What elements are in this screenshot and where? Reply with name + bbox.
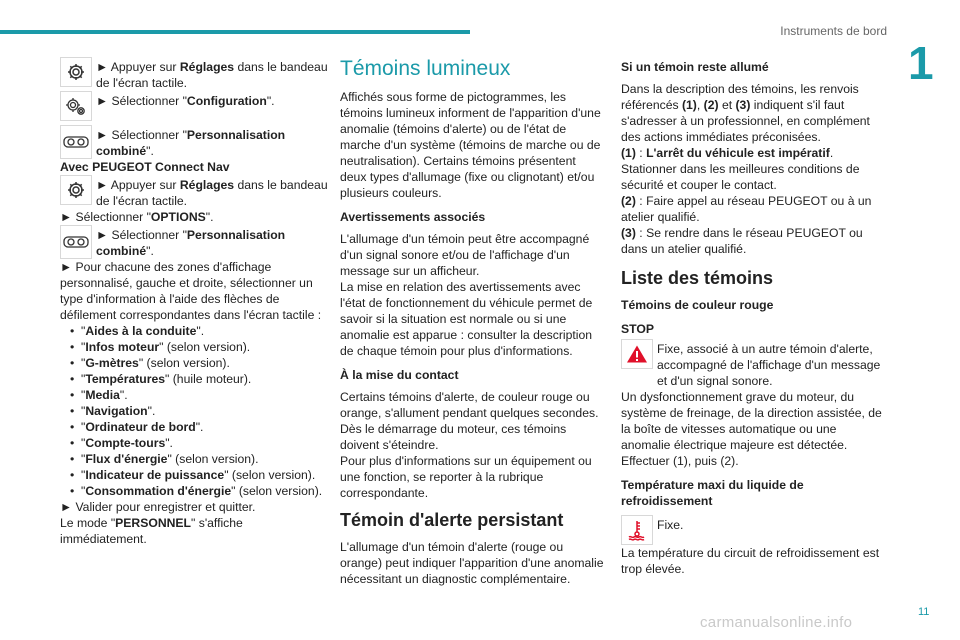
paragraph: La température du circuit de refroidissement est trop élevée. bbox=[621, 546, 880, 576]
subheading-temperature: Température maxi du liquide de refroidissement bbox=[621, 478, 804, 508]
paragraph: La mise en relation des avertissements avec l'état de fonctionnement du véhicule permet de savoir si la situation est normale ou si une anomalie est apparue : consulter la description de chaque témoin pour plus d'informations. bbox=[340, 280, 593, 358]
list-item: • "Infos moteur" (selon version). bbox=[70, 339, 330, 355]
column-left bbox=[60, 57, 330, 547]
list-item: • "G-mètres" (selon version). bbox=[70, 355, 330, 371]
step-personnalisation-nav: ► Sélectionner "Personnalisation combiné". bbox=[60, 225, 330, 259]
step-settings: ► Appuyer sur Réglages dans le bandeau de l'écran tactile. bbox=[60, 57, 330, 91]
step-settings-nav: ► Appuyer sur Réglages dans le bandeau de l'écran tactile. bbox=[60, 175, 330, 209]
column-middle bbox=[340, 57, 605, 587]
instrument-cluster-icon bbox=[60, 125, 92, 159]
info-type-list bbox=[60, 323, 330, 499]
list-item: • "Media". bbox=[70, 387, 330, 403]
list-item: • "Aides à la conduite". bbox=[70, 323, 330, 339]
header-accent-bar bbox=[0, 30, 470, 34]
gear-icon bbox=[60, 175, 92, 205]
paragraph: Dans la description des témoins, les renvois référencés (1), (2) et (3) indiquent s'il faut s'adresser à un professionnel, en complément des actions immédiates préconisées. bbox=[621, 82, 870, 144]
subheading-avertissements: Avertissements associés bbox=[340, 210, 486, 224]
list-item: • "Consommation d'énergie" (selon version). bbox=[70, 483, 330, 499]
stop-row: Fixe, associé à un autre témoin d'alerte, accompagné de l'affichage d'un message et d'un signal sonore. bbox=[621, 339, 886, 389]
step-configuration: ► Sélectionner "Configuration". bbox=[60, 91, 330, 121]
paragraph: Stationner dans les meilleures conditions de sécurité et couper le contact. bbox=[621, 162, 860, 192]
step-personnalisation: ► Sélectionner "Personnalisation combiné". bbox=[60, 125, 330, 159]
coolant-temperature-icon bbox=[621, 515, 653, 545]
heading-liste-temoins: Liste des témoins bbox=[621, 268, 774, 288]
watermark: carmanualsonline.info bbox=[700, 614, 853, 631]
note-1: (1) : L'arrêt du véhicule est impératif. bbox=[621, 146, 834, 160]
paragraph: Un dysfonctionnement grave du moteur, du système de freinage, de la direction assistée, de la boîte de vitesses automatique ou une anomalie électrique majeure est détectée. bbox=[621, 390, 882, 452]
gear-icon bbox=[60, 57, 92, 87]
page-number: 11 bbox=[918, 606, 930, 618]
paragraph: Effectuer (1), puis (2). bbox=[621, 454, 739, 468]
section-title: Témoins lumineux bbox=[340, 57, 511, 80]
list-item: • "Navigation". bbox=[70, 403, 330, 419]
stop-label: STOP bbox=[621, 322, 654, 336]
instrument-cluster-icon bbox=[60, 225, 92, 259]
subheading-reste-allume: Si un témoin reste allumé bbox=[621, 60, 769, 74]
note-2: (2) : Faire appel au réseau PEUGEOT ou à un atelier qualifié. bbox=[621, 194, 872, 224]
paragraph: L'allumage d'un témoin d'alerte (rouge ou orange) peut indiquer l'apparition d'une anomalie nécessitant un diagnostic complémentaire. bbox=[340, 540, 604, 586]
temp-row: Fixe. bbox=[621, 515, 886, 545]
running-header: Instruments de bord bbox=[780, 24, 887, 38]
column-right bbox=[621, 57, 886, 577]
gears-icon bbox=[60, 91, 92, 121]
intro-paragraph: Affichés sous forme de pictogrammes, les témoins lumineux informent de l'apparition d'une anomalie (témoins d'alerte) ou de l'état de marche d'un système (témoins de marche ou de neutralisation). Certains témoins présentent deux types d'allumage (fixe ou clignotant) et/ou plusieurs couleurs. bbox=[340, 90, 601, 200]
step-validate: ► Valider pour enregistrer et quitter. bbox=[60, 500, 256, 514]
list-item: • "Flux d'énergie" (selon version). bbox=[70, 451, 330, 467]
paragraph: Certains témoins d'alerte, de couleur rouge ou orange, s'allument pendant quelques secondes. Dès le démarrage du moteur, ces témoins doivent s'éteindre. bbox=[340, 390, 599, 452]
step-zones: ► Pour chacune des zones d'affichage personnalisé, gauche et droite, sélectionner un type d'information à l'aide des flèches de défilement correspondantes dans l'écran tactile : bbox=[60, 260, 322, 322]
mode-note: Le mode "PERSONNEL" s'affiche immédiatement. bbox=[60, 516, 243, 546]
list-item: • "Ordinateur de bord". bbox=[70, 419, 330, 435]
subheading-rouge: Témoins de couleur rouge bbox=[621, 298, 774, 312]
nav-heading: Avec PEUGEOT Connect Nav bbox=[60, 160, 230, 174]
heading-temoin-persistant: Témoin d'alerte persistant bbox=[340, 510, 564, 530]
step-options: ► Sélectionner "OPTIONS". bbox=[60, 210, 214, 224]
list-item: • "Indicateur de puissance" (selon version). bbox=[70, 467, 330, 483]
paragraph: Pour plus d'informations sur un équipement ou une fonction, se reporter à la rubrique correspondante. bbox=[340, 454, 592, 500]
subheading-mise-contact: À la mise du contact bbox=[340, 368, 459, 382]
note-3: (3) : Se rendre dans le réseau PEUGEOT ou dans un atelier qualifié. bbox=[621, 226, 863, 256]
paragraph: L'allumage d'un témoin peut être accompagné d'un signal sonore et/ou de l'affichage d'un message sur un afficheur. bbox=[340, 232, 590, 278]
list-item: • "Températures" (huile moteur). bbox=[70, 371, 330, 387]
warning-triangle-icon bbox=[621, 339, 653, 369]
list-item: • "Compte-tours". bbox=[70, 435, 330, 451]
chapter-number: 1 bbox=[908, 37, 934, 89]
